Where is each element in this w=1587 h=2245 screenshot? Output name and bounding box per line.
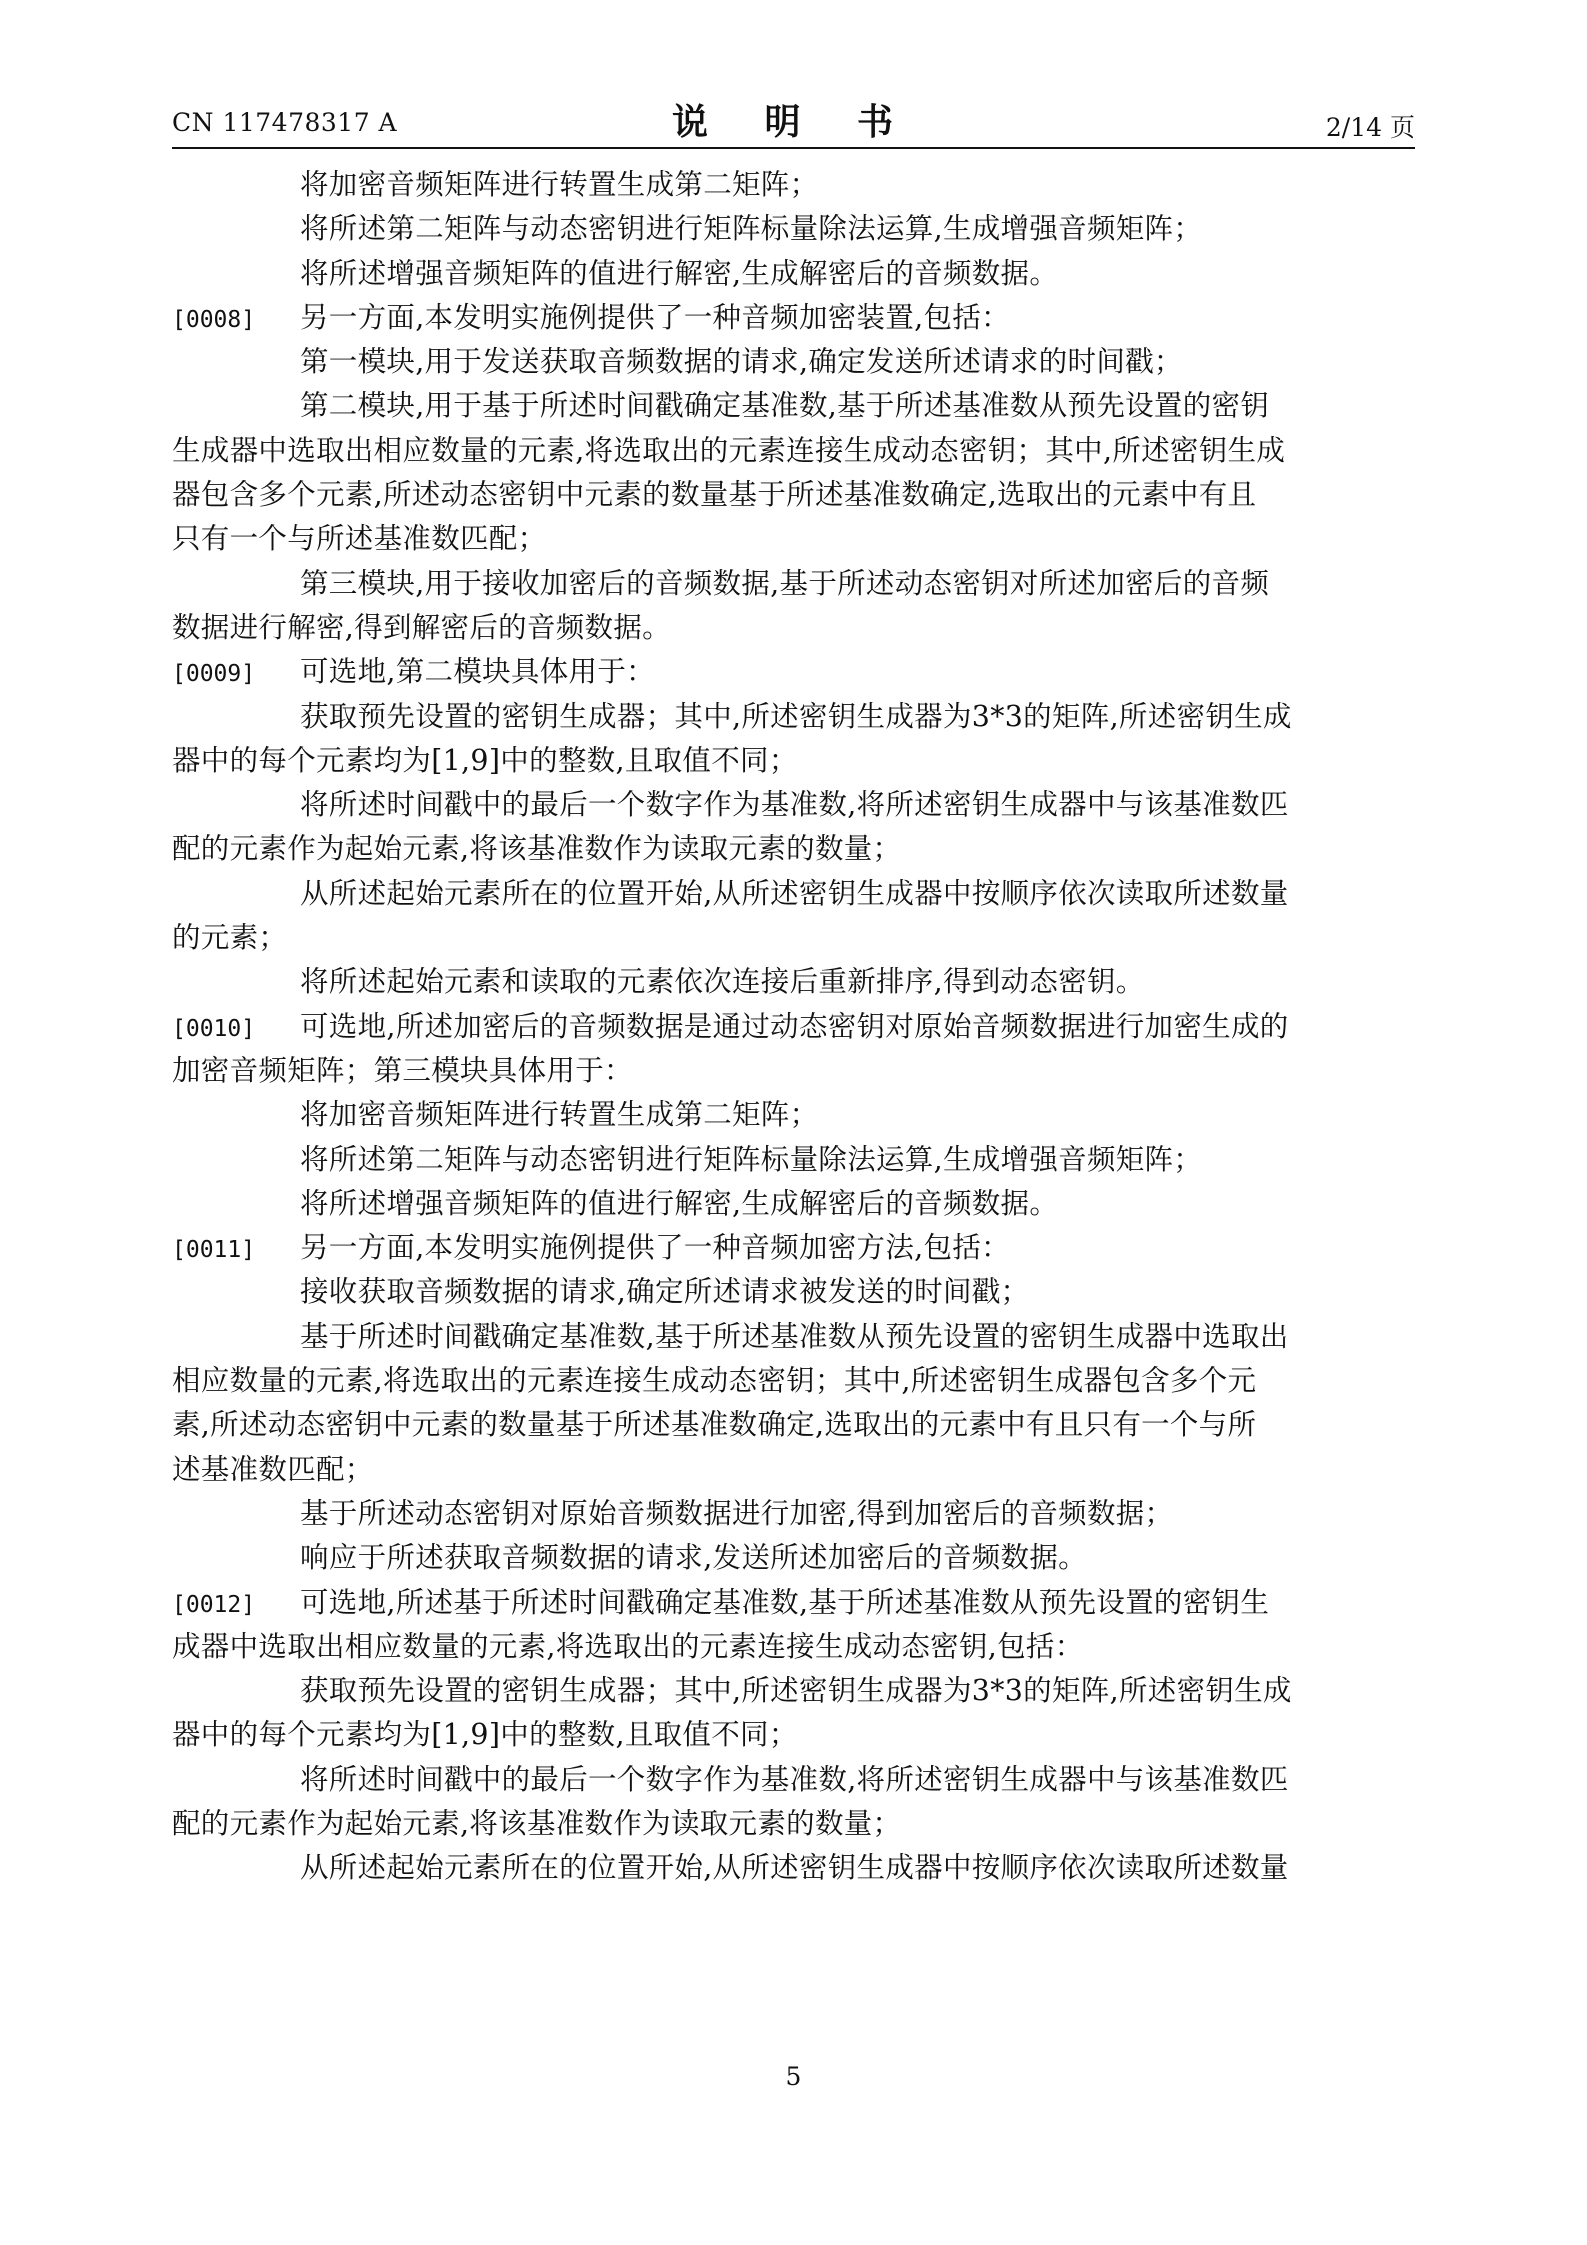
text-line [172, 739, 1427, 783]
line-text: 配的元素作为起始元素,将该基准数作为读取元素的数量； [172, 1806, 902, 1840]
text-line [172, 384, 1427, 428]
text-line [172, 1492, 1427, 1536]
text-line [172, 473, 1427, 517]
line-text: 述基准数匹配； [172, 1452, 374, 1486]
line-text: 第二模块,用于基于所述时间戳确定基准数,基于所述基准数从预先设置的密钥 [300, 389, 1270, 423]
document-number: CN 117478317 A [172, 108, 398, 137]
line-text: 的元素； [172, 921, 288, 955]
line-text: 从所述起始元素所在的位置开始,从所述密钥生成器中按顺序依次读取所述数量 [300, 1851, 1289, 1885]
text-line [172, 1713, 1427, 1757]
paragraph-number: [0010] [172, 1015, 256, 1042]
line-text: 素,所述动态密钥中元素的数量基于所述基准数确定,选取出的元素中有且只有一个与所 [172, 1408, 1257, 1442]
line-text: 器中的每个元素均为[1,9]中的整数,且取值不同； [172, 743, 798, 777]
line-text: 器包含多个元素,所述动态密钥中元素的数量基于所述基准数确定,选取出的元素中有且 [172, 478, 1257, 512]
text-line [172, 916, 1427, 960]
text-line [172, 207, 1427, 251]
text-line [172, 429, 1427, 473]
page-indicator: 2/14 页 [1325, 113, 1415, 142]
text-line [172, 1448, 1427, 1492]
line-text: 生成器中选取出相应数量的元素,将选取出的元素连接生成动态密钥；其中,所述密钥生成 [172, 433, 1286, 467]
text-line [172, 1758, 1427, 1802]
line-text: 将所述起始元素和读取的元素依次连接后重新排序,得到动态密钥。 [300, 965, 1145, 999]
text-line [172, 1802, 1427, 1846]
header-divider [172, 147, 1415, 149]
text-line [172, 252, 1427, 296]
line-text: 配的元素作为起始元素,将该基准数作为读取元素的数量； [172, 832, 902, 866]
paragraph-start-line [172, 650, 1427, 694]
line-text: 响应于所述获取音频数据的请求,发送所述加密后的音频数据。 [300, 1541, 1087, 1575]
document-title: 说 明 书 [671, 101, 916, 143]
text-line [172, 1182, 1427, 1226]
text-line [172, 562, 1427, 606]
line-text: 数据进行解密,得到解密后的音频数据。 [172, 610, 671, 644]
text-line [172, 827, 1427, 871]
line-text: 将加密音频矩阵进行转置生成第二矩阵； [300, 1098, 819, 1132]
paragraph-number: [0009] [172, 661, 256, 688]
line-text: 接收获取音频数据的请求,确定所述请求被发送的时间戳； [300, 1275, 1030, 1309]
text-line [172, 1049, 1427, 1093]
line-text: 成器中选取出相应数量的元素,将选取出的元素连接生成动态密钥,包括： [172, 1629, 1084, 1663]
text-line [172, 1625, 1427, 1669]
line-text: 将所述第二矩阵与动态密钥进行矩阵标量除法运算,生成增强音频矩阵； [300, 212, 1203, 246]
text-line [172, 1315, 1427, 1359]
paragraph-start-line [172, 1226, 1427, 1270]
line-text: 将所述时间戳中的最后一个数字作为基准数,将所述密钥生成器中与该基准数匹 [300, 1762, 1289, 1796]
text-line [172, 606, 1427, 650]
line-text: 获取预先设置的密钥生成器；其中,所述密钥生成器为3*3的矩阵,所述密钥生成 [300, 699, 1292, 733]
paragraph-start-line [172, 1581, 1427, 1625]
line-text: 将所述增强音频矩阵的值进行解密,生成解密后的音频数据。 [300, 256, 1059, 290]
line-text: 相应数量的元素,将选取出的元素连接生成动态密钥；其中,所述密钥生成器包含多个元 [172, 1364, 1257, 1398]
line-text: 只有一个与所述基准数匹配； [172, 522, 547, 556]
line-text: 加密音频矩阵；第三模块具体用于： [172, 1053, 633, 1087]
line-text: 可选地,第二模块具体用于： [300, 655, 655, 689]
text-line [172, 1669, 1427, 1713]
text-line [172, 695, 1427, 739]
line-text: 将所述第二矩阵与动态密钥进行矩阵标量除法运算,生成增强音频矩阵； [300, 1142, 1203, 1176]
line-text: 基于所述动态密钥对原始音频数据进行加密,得到加密后的音频数据； [300, 1496, 1174, 1530]
line-text: 将所述时间戳中的最后一个数字作为基准数,将所述密钥生成器中与该基准数匹 [300, 788, 1289, 822]
text-line [172, 960, 1427, 1004]
text-line [172, 1093, 1427, 1137]
text-line [172, 1138, 1427, 1182]
line-text: 另一方面,本发明实施例提供了一种音频加密方法,包括： [300, 1231, 1010, 1265]
line-text: 基于所述时间戳确定基准数,基于所述基准数从预先设置的密钥生成器中选取出 [300, 1319, 1289, 1353]
line-text: 另一方面,本发明实施例提供了一种音频加密装置,包括： [300, 300, 1010, 334]
text-line [172, 872, 1427, 916]
line-text: 可选地,所述加密后的音频数据是通过动态密钥对原始音频数据进行加密生成的 [300, 1009, 1289, 1043]
line-text: 获取预先设置的密钥生成器；其中,所述密钥生成器为3*3的矩阵,所述密钥生成 [300, 1674, 1292, 1708]
line-text: 第一模块,用于发送获取音频数据的请求,确定发送所述请求的时间戳； [300, 345, 1183, 379]
paragraph-number: [0012] [172, 1591, 256, 1618]
text-line [172, 1270, 1427, 1314]
line-text: 将加密音频矩阵进行转置生成第二矩阵； [300, 168, 819, 201]
text-line [172, 1536, 1427, 1580]
document-body [172, 163, 1427, 1891]
page-header [172, 94, 1415, 154]
line-text: 将所述增强音频矩阵的值进行解密,生成解密后的音频数据。 [300, 1186, 1059, 1220]
text-line [172, 163, 1427, 207]
line-text: 从所述起始元素所在的位置开始,从所述密钥生成器中按顺序依次读取所述数量 [300, 876, 1289, 910]
text-line [172, 517, 1427, 561]
text-line [172, 1359, 1427, 1403]
text-line [172, 783, 1427, 827]
page-number: 5 [785, 2062, 802, 2091]
text-line [172, 1846, 1427, 1890]
paragraph-number: [0008] [172, 306, 256, 333]
paragraph-start-line [172, 1005, 1427, 1049]
line-text: 第三模块,用于接收加密后的音频数据,基于所述动态密钥对所述加密后的音频 [300, 566, 1270, 600]
line-text: 可选地,所述基于所述时间戳确定基准数,基于所述基准数从预先设置的密钥生 [300, 1585, 1270, 1619]
text-line [172, 1403, 1427, 1447]
text-line [172, 340, 1427, 384]
paragraph-start-line [172, 296, 1427, 340]
paragraph-number: [0011] [172, 1237, 256, 1264]
line-text: 器中的每个元素均为[1,9]中的整数,且取值不同； [172, 1718, 798, 1752]
